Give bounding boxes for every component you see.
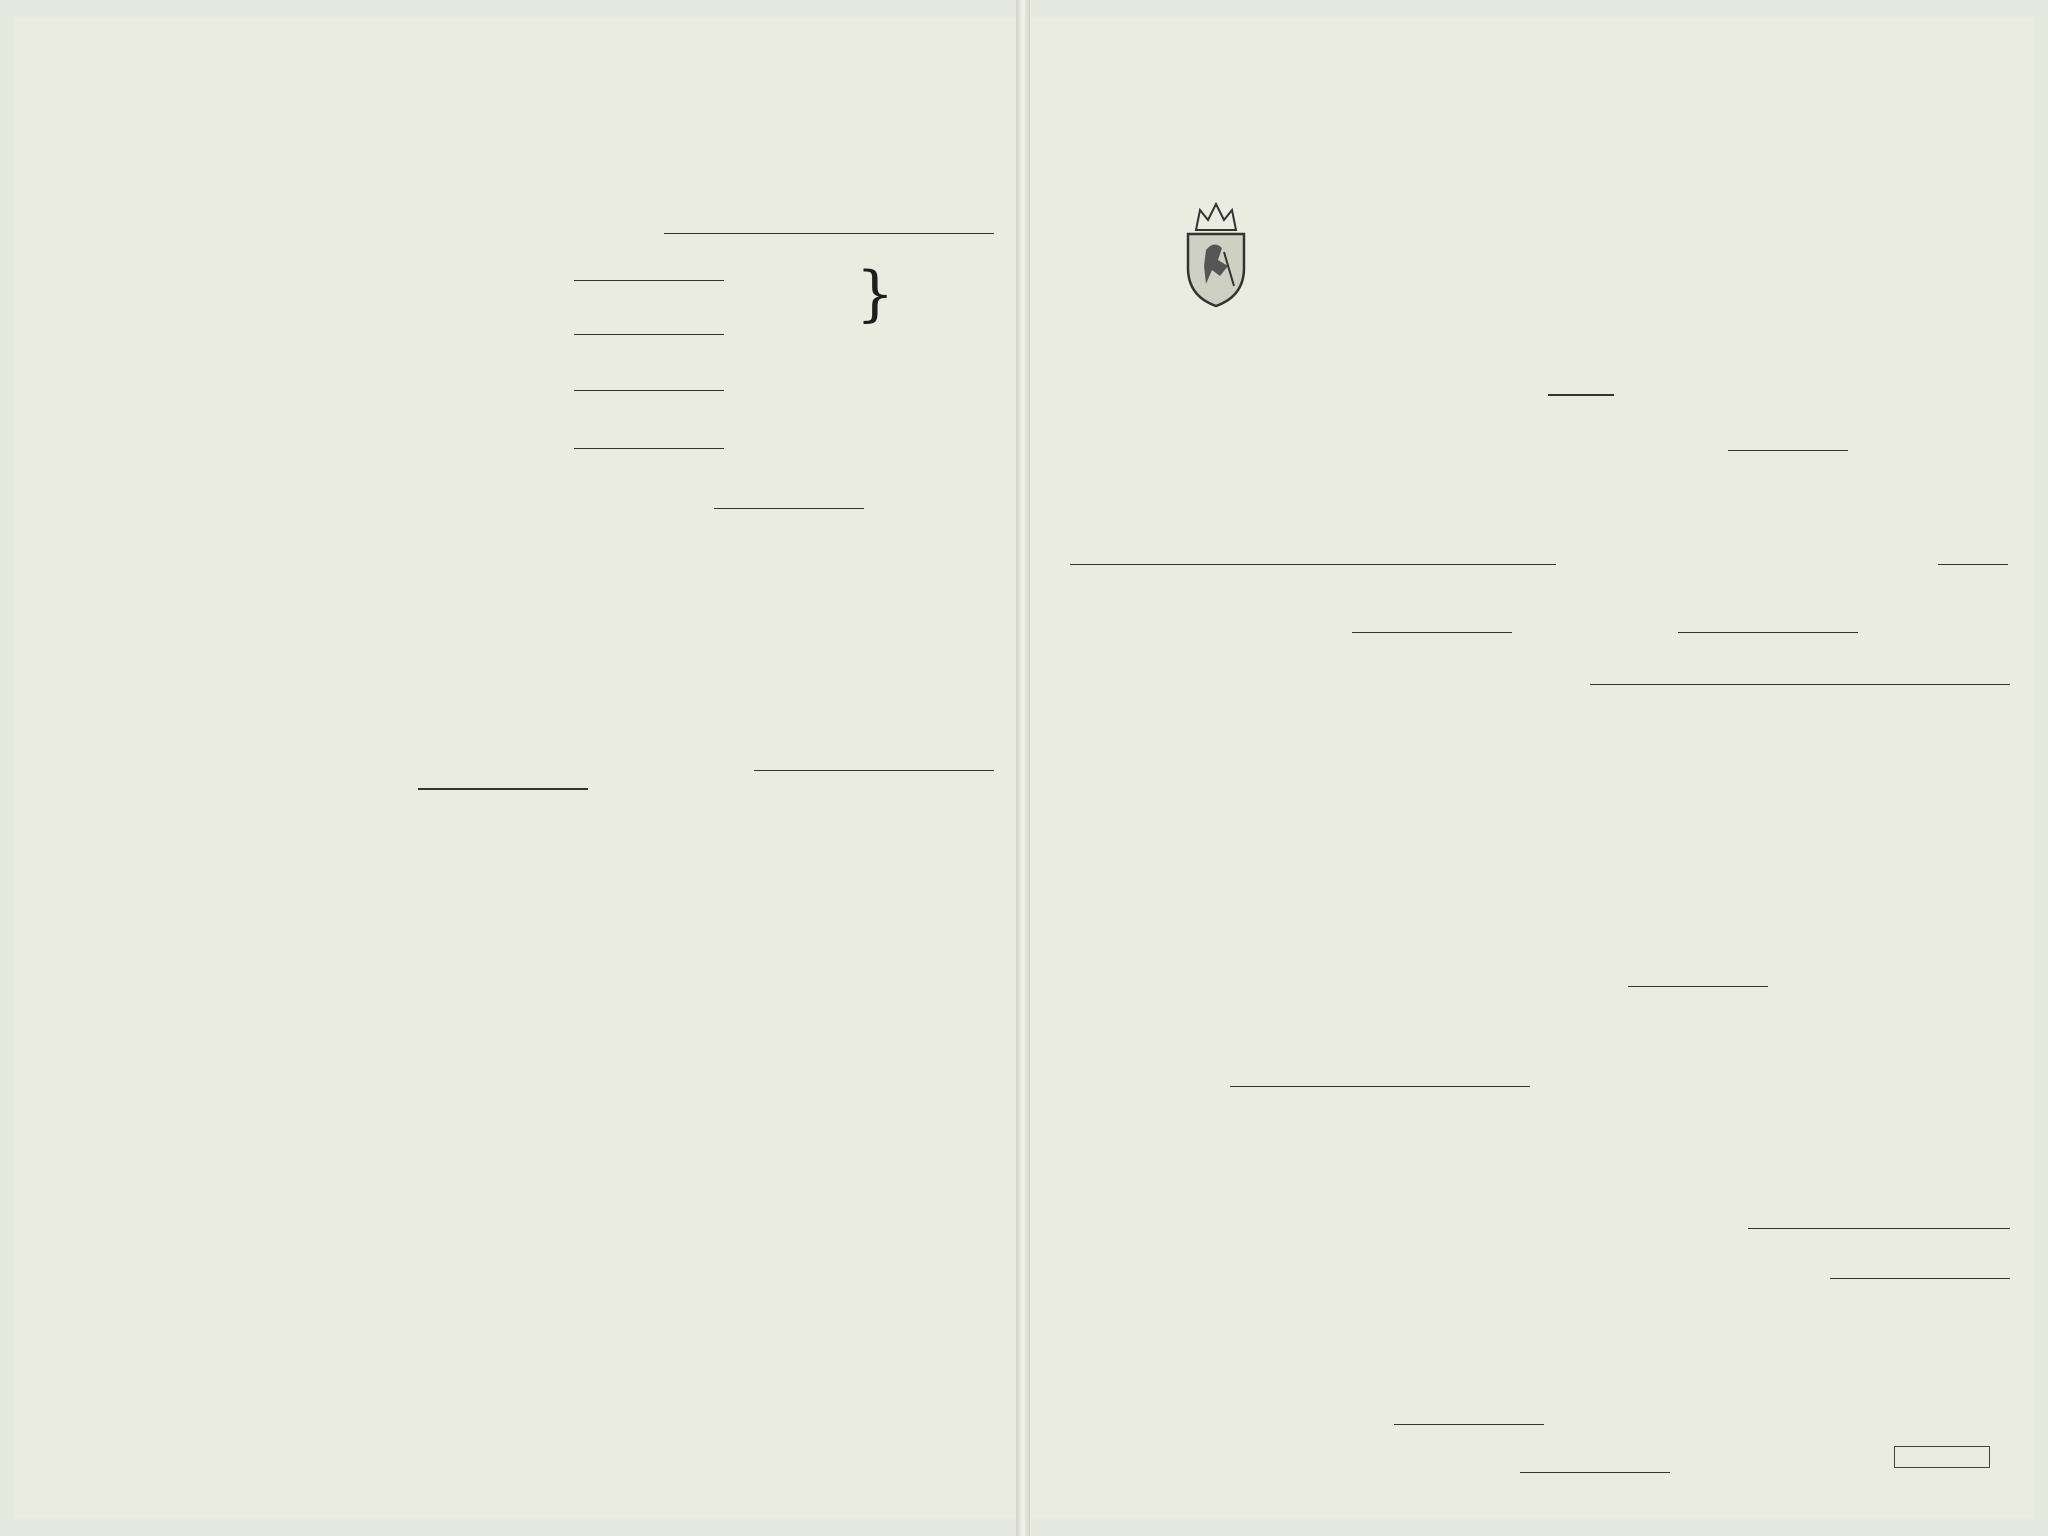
printer-stamp [1894,1446,1990,1468]
pike-line [574,390,724,391]
herred-line [1070,564,1556,565]
section-divider [418,788,588,790]
right-page [1030,18,2034,1518]
hus-line [1628,986,1768,987]
almindelige-line [574,334,724,335]
kjokkener-line [574,280,724,281]
bruks-line [1678,632,1858,633]
etasjer-fill-line [1230,1086,1530,1087]
ialt-line [714,508,864,509]
sommer-line [574,448,724,449]
krets-line [1938,564,2008,565]
left-page [14,18,1016,1518]
tilstede-line [1520,1472,1670,1473]
skjema-nr-line [1728,450,1848,451]
brace: } [856,259,895,329]
page-fold [1016,0,1030,1536]
bosted-line [1590,684,2010,685]
gards-line [1352,632,1512,633]
hush-fill-line [1748,1228,2010,1229]
coat-of-arms-icon [1180,200,1252,310]
angi-fill-line [664,233,994,234]
nummerne-line [754,770,994,771]
bosatt-line [1394,1424,1544,1425]
rum-fill-line [1830,1278,2010,1279]
date-underline [1548,394,1614,396]
